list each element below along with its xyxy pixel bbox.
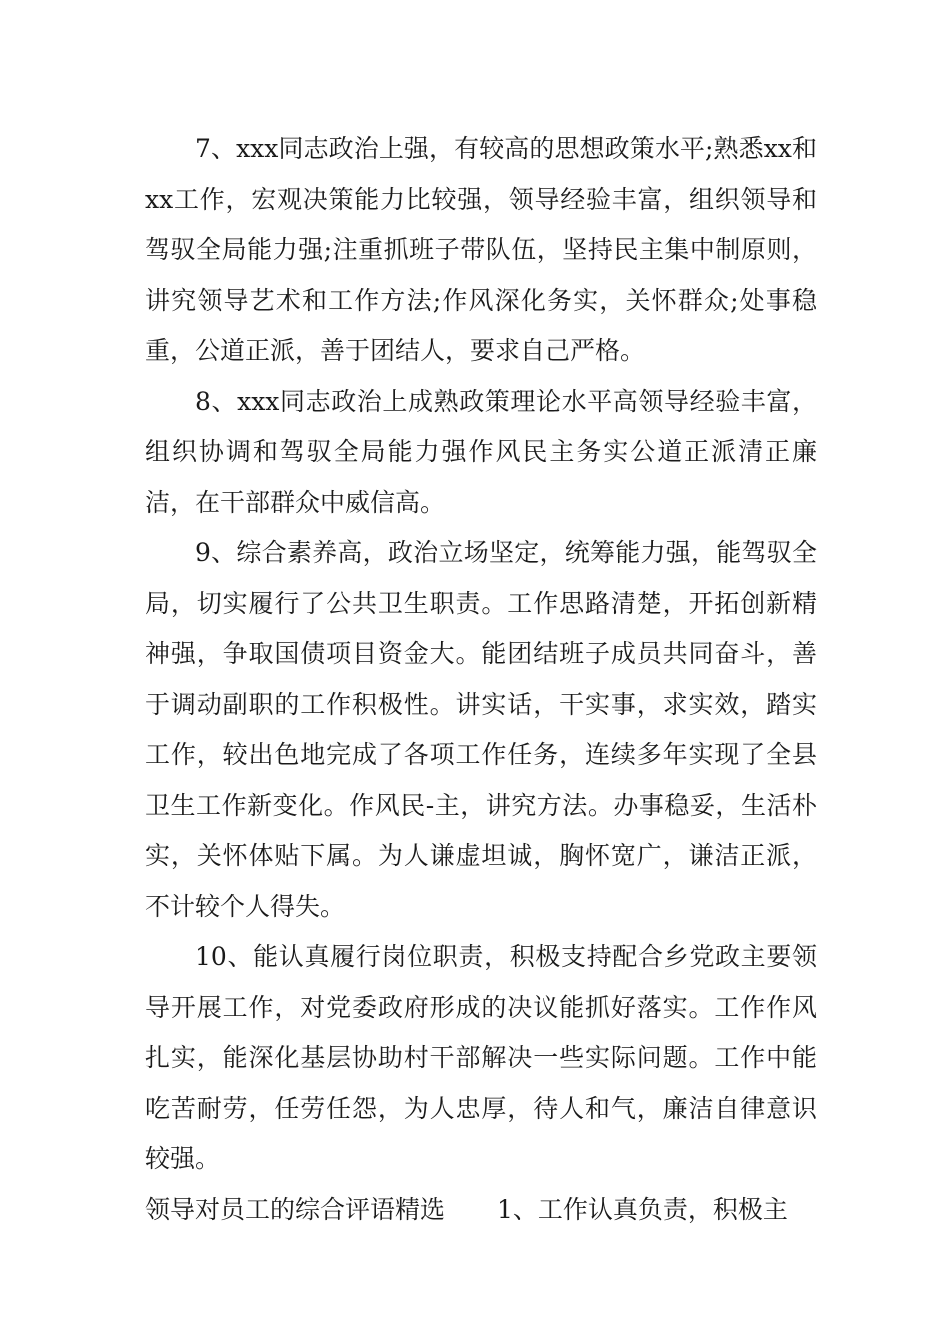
continuation-text: 1、工作认真负责，积极主	[497, 1194, 788, 1224]
section-heading-line	[145, 1185, 817, 1236]
paragraph-item-10: 10、能认真履行岗位职责，积极支持配合乡党政主要领导开展工作，对党委政府形成的决议能抓好落实。工作作风扎实，能深化基层协助村干部解决一些实际问题。工作中能吃苦耐劳，任劳任怨，为人忠厚，待人和气，廉洁自律意识较强。	[145, 942, 817, 1173]
paragraph-item-7: 7、xxx同志政治上强，有较高的思想政策水平;熟悉xx和xx工作，宏观决策能力比较强，领导经验丰富，组织领导和驾驭全局能力强;注重抓班子带队伍，坚持民主集中制原则，讲究领导艺术和工作方法;作风深化务实，关怀群众;处事稳重，公道正派，善于团结人，要求自己严格。	[145, 134, 817, 365]
paragraph-item-8: 8、xxx同志政治上成熟政策理论水平高领导经验丰富，组织协调和驾驭全局能力强作风民主务实公道正派清正廉洁，在干部群众中威信高。	[145, 386, 817, 517]
document-body	[145, 124, 817, 1235]
section-heading: 领导对员工的综合评语精选	[145, 1194, 446, 1224]
paragraph-item-9: 9、综合素养高，政治立场坚定，统筹能力强，能驾驭全局，切实履行了公共卫生职责。工作思路清楚，开拓创新精神强，争取国债项目资金大。能团结班子成员共同奋斗，善于调动副职的工作积极性。讲实话，干实事，求实效，踏实工作，较出色地完成了各项工作任务，连续多年实现了全县卫生工作新变化。作风民-主，讲究方法。办事稳妥，生活朴实，关怀体贴下属。为人谦虚坦诚，胸怀宽广，谦洁正派，不计较个人得失。	[145, 538, 817, 921]
